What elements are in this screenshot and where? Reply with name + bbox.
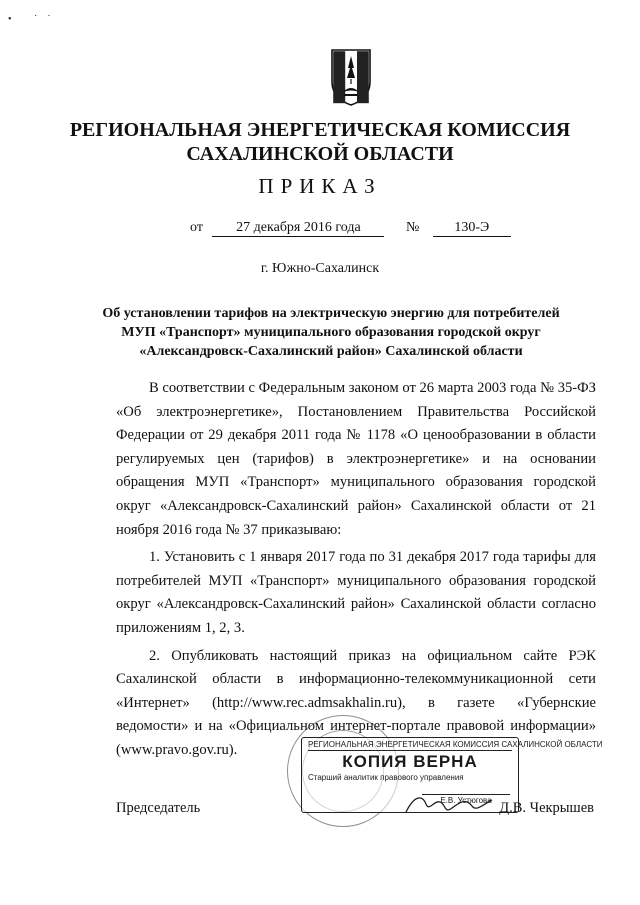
document-type: ПРИКАЗ bbox=[258, 174, 382, 198]
date-number-line bbox=[190, 220, 511, 237]
signatory-position: Председатель bbox=[116, 800, 201, 816]
stamp-organization: РЕГИОНАЛЬНАЯ ЭНЕРГЕТИЧЕСКАЯ КОМИССИЯ САХАЛИНСКОЙ ОБЛАСТИ bbox=[308, 740, 603, 749]
stamp-position: Старший аналитик правового управления bbox=[308, 773, 464, 782]
subject-line-2: МУП «Транспорт» муниципального образования городской округ bbox=[121, 325, 541, 340]
preamble-paragraph: В соответствии с Федеральным законом от 26 марта 2003 года № 35-ФЗ «Об электроэнергетике», Постановлением Правительства Российской Федерации от 29 декабря 2011 года № 1178 «О ценообразовании в области регулируемых цен (тарифов) в электроэнергетике» и на основании обращения МУП «Транспорт» муниципального образования городской округ «Александровск-Сахалинский район» Сахалинской области от 21 ноября 2016 года № 37 приказываю: bbox=[116, 380, 596, 538]
organization-line-1: РЕГИОНАЛЬНАЯ ЭНЕРГЕТИЧЕСКАЯ КОМИССИЯ bbox=[69, 119, 571, 141]
document-subject bbox=[100, 304, 562, 361]
organization-name bbox=[0, 118, 640, 166]
subject-line-1: Об установлении тарифов на электрическую энергию для потребителей bbox=[102, 306, 560, 321]
subject-line-3: «Александровск-Сахалинский район» Сахалинской области bbox=[139, 344, 523, 359]
number-label: № bbox=[405, 220, 420, 235]
date-label: от bbox=[190, 220, 203, 235]
signatory-name: Д.В. Чекрышев bbox=[499, 800, 594, 816]
date-value: 27 декабря 2016 года bbox=[212, 220, 384, 237]
stamp-name: Е.В. Устюгова bbox=[422, 794, 510, 805]
number-value: 130-Э bbox=[433, 220, 511, 237]
city: г. Южно-Сахалинск bbox=[260, 261, 380, 276]
coat-of-arms-icon bbox=[330, 48, 372, 106]
clause-1-paragraph: 1. Установить с 1 января 2017 года по 31 декабря 2017 года тарифы для потребителей МУП «Транспорт» муниципального образования городской округ «Александровск-Сахалинский район» Сахалинской области согласно приложениям 1, 2, 3. bbox=[116, 549, 596, 636]
stamp-title: КОПИЯ ВЕРНА bbox=[342, 752, 478, 771]
signature-block bbox=[116, 800, 594, 817]
organization-line-2: САХАЛИНСКОЙ ОБЛАСТИ bbox=[186, 143, 454, 165]
clause-2-paragraph: 2. Опубликовать настоящий приказ на официальном сайте РЭК Сахалинской области в информационно-телекоммуникационной сети «Интернет» (http://www.rec.admsakhalin.ru), в газете «Губернские ведомости» и на «Официальном интернет-портале правовой информации» (www.pravo.gov.ru). bbox=[116, 647, 596, 758]
scan-specks: • ˙˙ bbox=[8, 14, 61, 25]
document-body bbox=[116, 377, 603, 763]
